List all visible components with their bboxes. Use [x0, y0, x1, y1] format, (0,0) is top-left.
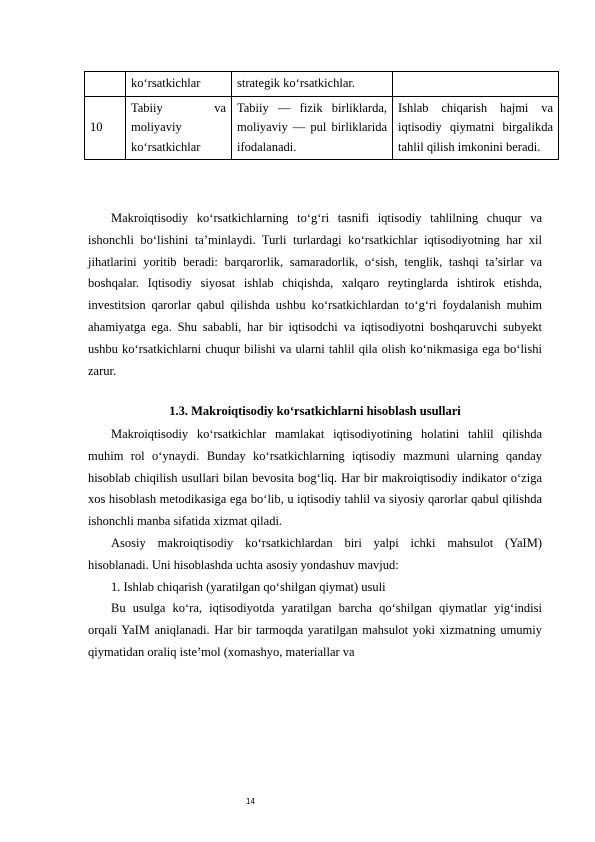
- section-heading: 1.3. Makroiqtisodiy ko‘rsatkichlarni hisoblash usullari: [169, 404, 461, 418]
- table-cell-name: ko‘rsatkichlar: [126, 72, 232, 97]
- table-cell-significance: Ishlab chiqarish hajmi va iqtisodiy qiymatni birgalikda tahlil qilish imkonini beradi.: [393, 96, 559, 160]
- table-cell-number: 10: [85, 96, 126, 160]
- classification-table: [84, 71, 559, 160]
- table-cell-description: Tabiiy — fizik birliklarda, moliyaviy — pul birliklarida ifodalanadi.: [232, 96, 393, 160]
- paragraph: Makroiqtisodiy ko‘rsatkichlarning to‘g‘ri tasnifi iqtisodiy tahlilning chuqur va ishonchli bo‘lishini ta’minlaydi. Turli turlardagi ko‘rsatkichlar iqtisodiyotning har xil jihatlarini yoritib beradi: barqarorlik, samaradorlik, o‘sish, tenglik, tashqi ta’sirlar va boshqalar. Iqtisodiy siyosat ishlab chiqishda, xalqaro reytinglarda ishtirok etishda, investitsion qarorlar qabul qilishda ushbu ko‘rsatkichlardan to‘g‘ri foydalanish muhim ahamiyatga ega. Shu sababli, har bir iqtisodchi va iqtisodiyotni boshqaruvchi subyekt ushbu ko‘rsatkichlarni chuqur bilishi va ularni tahlil qila olish ko‘nikmasiga ega bo‘lishi zarur.: [88, 211, 542, 378]
- table-cell-number: [85, 72, 126, 97]
- table-cell-description: strategik ko‘rsatkichlar.: [232, 72, 393, 97]
- table-cell-significance: [393, 72, 559, 97]
- paragraph: Asosiy makroiqtisodiy ko‘rsatkichlardan biri yalpi ichki mahsulot (YaIM) hisoblanadi. Uni hisoblashda uchta asosiy yondashuv mavjud:: [88, 535, 542, 572]
- text-block-section: [88, 424, 542, 664]
- paragraph: 1. Ishlab chiqarish (yaratilgan qo‘shilgan qiymat) usuli: [111, 579, 386, 594]
- text-block-conclusion: [88, 208, 542, 382]
- table-row: [85, 72, 559, 97]
- table-row: [85, 96, 559, 160]
- paragraph: Makroiqtisodiy ko‘rsatkichlar mamlakat iqtisodiyotining holatini tahlil qilishda muhim rol o‘ynaydi. Bunday ko‘rsatkichlarning iqtisodiy mazmuni ularning qanday hisoblab chiqilish usullari bilan bevosita bog‘liq. Har bir makroiqtisodiy indikator o‘ziga xos hisoblash metodikasiga ega bo‘lib, u iqtisodiy tahlil va siyosiy qarorlar qabul qilishda ishonchli manba sifatida xizmat qiladi.: [88, 427, 542, 529]
- table-cell-name: Tabiiy va moliyaviy ko‘rsatkichlar: [126, 96, 232, 160]
- page-number: 14: [246, 797, 255, 806]
- paragraph: Bu usulga ko‘ra, iqtisodiyotda yaratilgan barcha qo‘shilgan qiymatlar yig‘indisi orqali YaIM aniqlanadi. Har bir tarmoqda yaratilgan mahsulot yoki xizmatning umumiy qiymatidan oraliq iste’mol (xomashyo, materiallar va: [88, 601, 542, 659]
